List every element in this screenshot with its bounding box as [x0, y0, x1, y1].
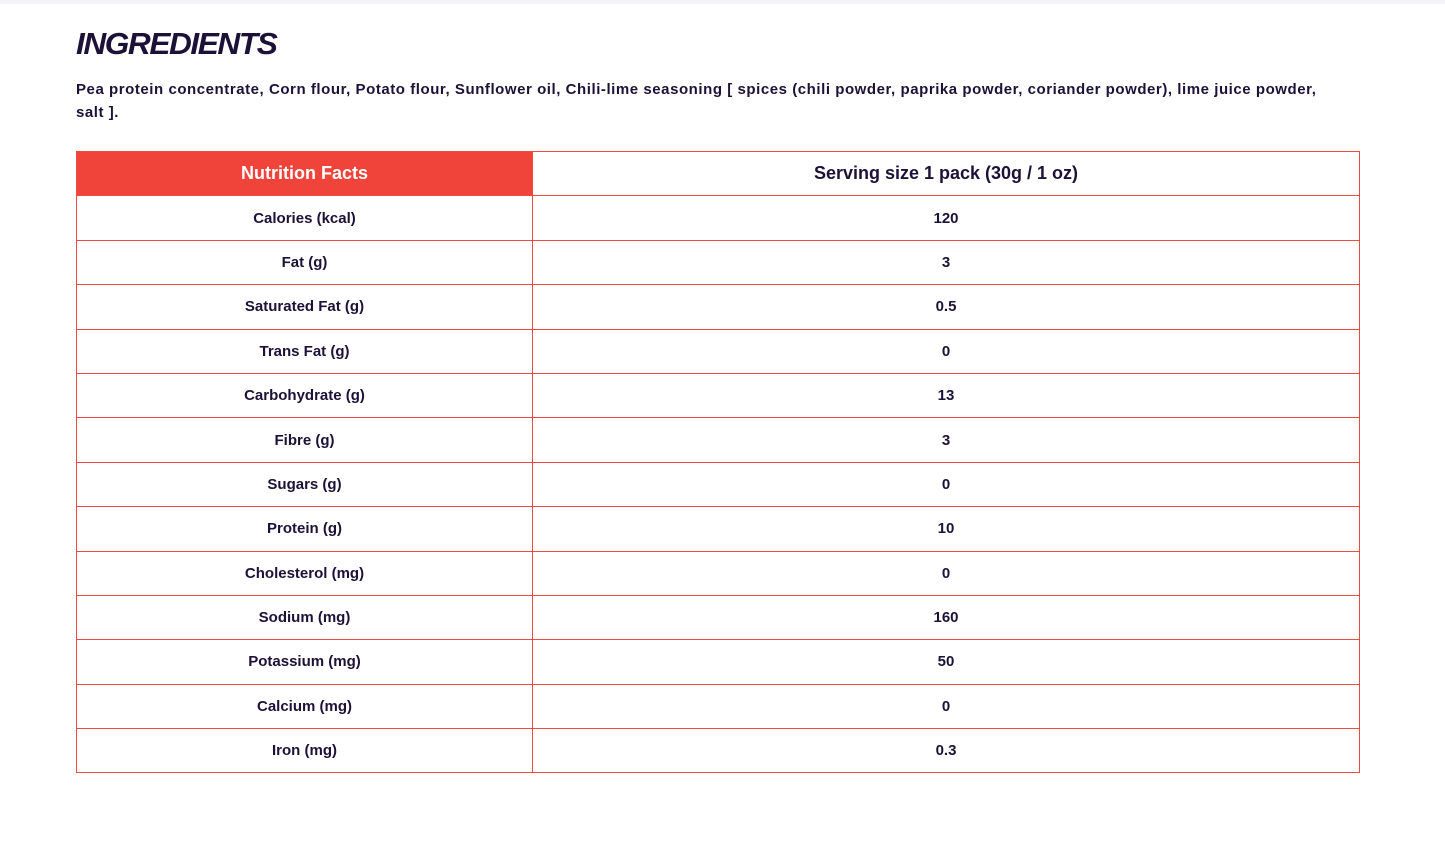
- nutrient-value: 0: [533, 329, 1360, 373]
- table-row: [77, 507, 1360, 551]
- nutrient-value: 3: [533, 418, 1360, 462]
- table-row: [77, 640, 1360, 684]
- nutrient-value: 0: [533, 551, 1360, 595]
- serving-size-header: Serving size 1 pack (30g / 1 oz): [533, 152, 1360, 196]
- table-row: [77, 684, 1360, 728]
- nutrient-value: 13: [533, 373, 1360, 417]
- nutrient-name: Iron (mg): [77, 729, 533, 773]
- nutrient-name: Calories (kcal): [77, 196, 533, 240]
- nutrient-name: Saturated Fat (g): [77, 285, 533, 329]
- nutrient-name: Fat (g): [77, 240, 533, 284]
- ingredients-text: Pea protein concentrate, Corn flour, Potato flour, Sunflower oil, Chili-lime seasoning [ spices (chili powder, paprika powder, coriander powder), lime juice powder, salt ].: [76, 81, 1317, 121]
- nutrient-value: 120: [533, 196, 1360, 240]
- table-row: [77, 595, 1360, 639]
- table-row: [77, 418, 1360, 462]
- table-row: [77, 373, 1360, 417]
- table-row: [77, 462, 1360, 506]
- nutrient-value: 160: [533, 595, 1360, 639]
- page-title: INGREDIENTS: [76, 26, 277, 61]
- table-row: [77, 551, 1360, 595]
- nutrient-name: Sugars (g): [77, 462, 533, 506]
- table-row: [77, 285, 1360, 329]
- top-divider: [0, 0, 1445, 4]
- nutrient-value: 10: [533, 507, 1360, 551]
- table-row: [77, 729, 1360, 773]
- nutrient-value: 0.3: [533, 729, 1360, 773]
- nutrient-value: 0: [533, 684, 1360, 728]
- nutrient-name: Potassium (mg): [77, 640, 533, 684]
- table-row: [77, 196, 1360, 240]
- nutrient-name: Protein (g): [77, 507, 533, 551]
- table-row: [77, 329, 1360, 373]
- nutrient-name: Fibre (g): [77, 418, 533, 462]
- table-row: [77, 240, 1360, 284]
- nutrient-value: 50: [533, 640, 1360, 684]
- nutrient-name: Carbohydrate (g): [77, 373, 533, 417]
- nutrition-facts-header: Nutrition Facts: [77, 152, 533, 196]
- nutrient-name: Trans Fat (g): [77, 329, 533, 373]
- nutrient-name: Calcium (mg): [77, 684, 533, 728]
- table-header-row: [77, 152, 1360, 196]
- nutrient-value: 3: [533, 240, 1360, 284]
- nutrient-value: 0.5: [533, 285, 1360, 329]
- nutrient-name: Cholesterol (mg): [77, 551, 533, 595]
- nutrient-name: Sodium (mg): [77, 595, 533, 639]
- nutrient-value: 0: [533, 462, 1360, 506]
- nutrition-table: [76, 151, 1360, 773]
